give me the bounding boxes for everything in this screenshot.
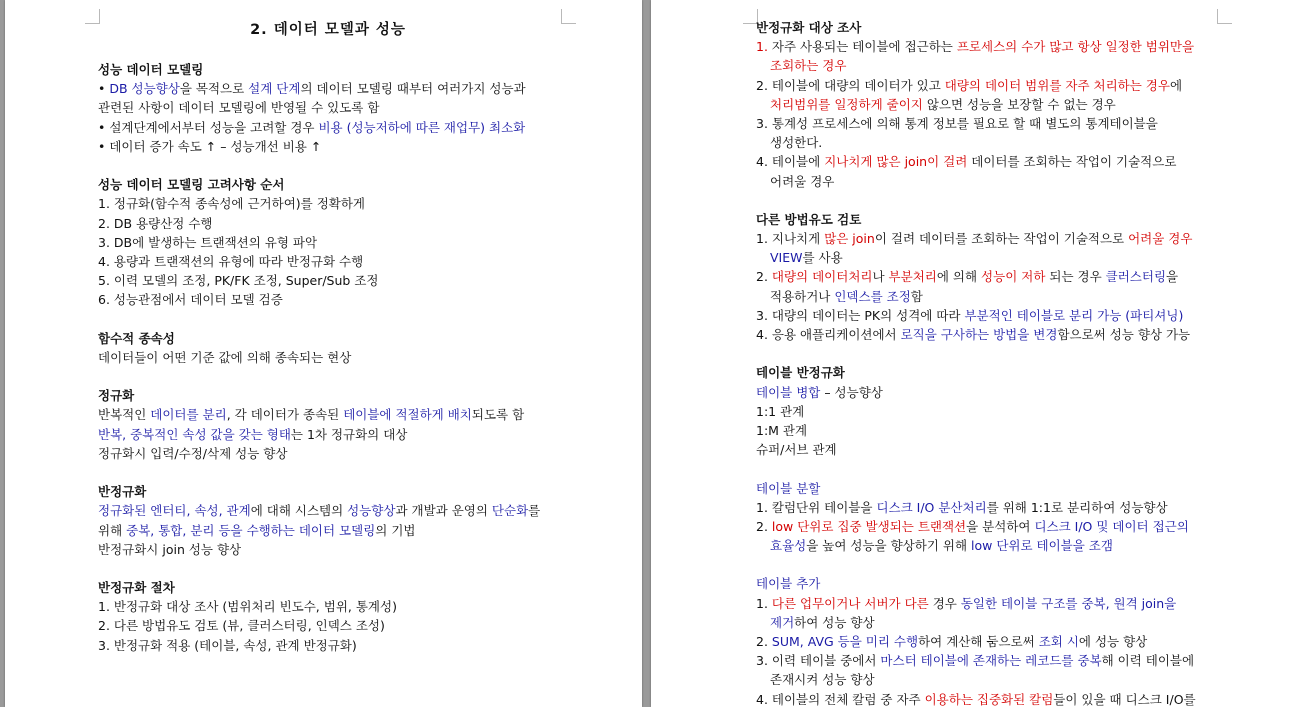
text-run: 1. xyxy=(756,595,772,611)
text-line xyxy=(756,287,1226,306)
section-spacer xyxy=(98,156,558,175)
text-line xyxy=(756,248,1226,267)
text-run: 를 위해 1:1로 분리하여 성능향상 xyxy=(986,499,1168,515)
highlight-blue-text: 데이터를 분리 xyxy=(150,407,227,423)
text-run: 적용하거나 xyxy=(770,288,835,304)
text-run: 자주 사용되는 테이블에 접근하는 xyxy=(771,39,957,55)
text-run: 2. xyxy=(756,634,772,649)
section-heading: 성능 데이터 모델링 xyxy=(98,62,204,77)
text-line xyxy=(98,636,558,655)
text-run: 에 성능 향상 xyxy=(1078,634,1148,649)
text-line xyxy=(98,118,558,137)
highlight-red-text: 다른 업무이거나 서버가 다른 xyxy=(771,595,929,611)
text-run: 경우 xyxy=(928,595,961,611)
section-spacer xyxy=(98,309,558,328)
text-line xyxy=(756,325,1226,344)
highlight-blue-text: low 단위로 테이블을 조갬 xyxy=(971,538,1113,554)
text-line xyxy=(756,574,1226,593)
text-run: 1. 정규화(함수적 종속성에 근거하여)를 정확하게 xyxy=(98,196,365,212)
section-heading: 반정규화 대상 조사 xyxy=(756,20,862,35)
text-run: 에 의해 xyxy=(936,269,982,285)
highlight-red-text: 이용하는 집중화된 칼럼 xyxy=(924,691,1054,707)
document-page-left xyxy=(5,0,642,707)
section-spacer xyxy=(98,463,558,482)
text-line xyxy=(756,517,1226,536)
section-spacer xyxy=(756,555,1226,574)
text-run: 1. 지나치게 xyxy=(756,231,825,247)
section-spacer xyxy=(756,459,1226,478)
highlight-blue-text: 동일한 테이블 구조를 중복, 원격 join을 xyxy=(960,595,1177,611)
highlight-blue-text: VIEW xyxy=(770,250,803,266)
section-heading: 성능 데이터 모델링 고려사항 순서 xyxy=(98,177,285,193)
text-line xyxy=(98,194,558,213)
text-line xyxy=(98,271,558,290)
highlight-blue-text: 로직을 구사하는 방법을 변경 xyxy=(900,327,1058,342)
section-spacer xyxy=(756,344,1226,363)
text-run: 위해 xyxy=(98,522,127,538)
text-line xyxy=(756,440,1226,459)
text-run: 과 개발과 운영의 xyxy=(395,503,492,519)
text-run: 1. 반정규화 대상 조사 (범위처리 빈도수, 범위, 통계성) xyxy=(98,599,397,615)
section-heading: 함수적 종속성 xyxy=(98,330,175,346)
text-run: 의 기법 xyxy=(375,522,416,538)
document-section xyxy=(98,386,558,463)
highlight-blue-text: SUM, AVG 등을 미리 수행 xyxy=(771,634,919,649)
text-run: 4. 용량과 트랜잭션의 유형에 따라 반정규화 수행 xyxy=(98,253,364,269)
text-run: 이 걸려 데이터를 조회하는 작업이 기술적으로 xyxy=(874,231,1129,247)
text-line xyxy=(756,498,1226,517)
document-section xyxy=(98,482,558,559)
highlight-blue-text: 디스크 I/O 및 데이터 접근의 xyxy=(1034,518,1189,534)
text-run: 슈퍼/서브 관계 xyxy=(756,442,837,458)
text-run: 생성한다. xyxy=(770,135,823,151)
section-heading: 정규화 xyxy=(98,388,135,404)
text-run: 되도록 함 xyxy=(471,407,525,423)
text-line xyxy=(756,651,1226,670)
text-run: 에 xyxy=(1169,77,1183,93)
highlight-red-text: 조회하는 경우 xyxy=(770,58,847,74)
text-run: 하여 계산해 둠으로써 xyxy=(918,634,1039,649)
text-run: 데이터를 조회하는 작업이 기술적으로 xyxy=(967,154,1177,170)
text-run: 2. 다른 방법유도 검토 (뷰, 클러스터링, 인덱스 조성) xyxy=(98,618,385,634)
highlight-red-text: 지나치게 많은 join이 걸려 xyxy=(824,154,968,170)
text-line xyxy=(756,670,1226,689)
text-run: 에 대해 시스템의 xyxy=(250,503,348,519)
highlight-blue-text: 성능향상 xyxy=(347,503,396,519)
text-line xyxy=(756,267,1226,286)
highlight-blue-text: 디스크 I/O 분산처리 xyxy=(876,499,987,515)
text-line xyxy=(756,632,1226,651)
text-line xyxy=(98,501,558,520)
text-run: • 데이터 증가 속도 ↑ – 성능개선 비용 ↑ xyxy=(98,138,322,154)
text-run: • 설계단계에서부터 성능을 고려할 경우 xyxy=(98,119,319,135)
document-section xyxy=(756,210,1226,344)
text-run: 반복적인 xyxy=(98,407,151,423)
document-section xyxy=(98,578,558,655)
text-line xyxy=(98,597,558,616)
highlight-red-text: 처리범위를 일정하게 줄이지 xyxy=(770,96,923,112)
text-run: 나 xyxy=(872,269,889,285)
text-line xyxy=(98,348,558,367)
highlight-blue-text: 반복, 중복적인 속성 값을 갖는 형태 xyxy=(98,426,291,442)
document-section xyxy=(756,363,1226,459)
text-line xyxy=(756,133,1226,152)
highlight-red-text: 대량의 데이터처리 xyxy=(771,269,873,285)
highlight-blue-text: 비용 (성능저하에 따른 재업무) 최소화 xyxy=(318,119,526,135)
text-run: 함 xyxy=(910,288,923,304)
highlight-blue-text: 마스터 테이블에 존재하는 레코드를 중복 xyxy=(880,653,1102,669)
highlight-blue-text: 정규화된 엔터티, 속성, 관계 xyxy=(98,503,251,519)
text-run: 하여 성능 향상 xyxy=(794,614,875,630)
text-run: 를 사용 xyxy=(802,250,843,266)
highlight-red-text: 대량의 데이터 범위를 자주 처리하는 경우 xyxy=(944,77,1170,93)
text-line xyxy=(756,37,1226,56)
section-heading: 반정규화 절차 xyxy=(98,580,175,596)
highlight-red-text: low 단위로 집중 발생되는 트랜잭션 xyxy=(771,518,967,534)
text-run: 해 이력 테이블에 xyxy=(1101,653,1195,669)
text-line xyxy=(756,690,1226,707)
highlight-blue-text: 인덱스를 조정 xyxy=(834,288,911,304)
text-run: 을 높여 성능을 향상하기 위해 xyxy=(806,538,972,554)
text-run: 2. 테이블에 대량의 데이터가 있고 xyxy=(756,77,945,93)
text-line xyxy=(756,95,1226,114)
text-run: 3. 대량의 데이터는 PK의 성격에 따라 xyxy=(756,307,965,323)
text-run: 2. DB 용량산정 수행 xyxy=(98,215,213,231)
text-line xyxy=(756,172,1226,191)
text-line xyxy=(98,98,558,117)
text-run: 6. 성능관점에서 데이터 모델 검증 xyxy=(98,292,283,308)
text-run: 존재시켜 성능 향상 xyxy=(770,672,875,688)
section-spacer xyxy=(98,367,558,386)
text-run: , 각 데이터가 종속된 xyxy=(226,407,344,423)
highlight-red-text: 1. xyxy=(756,39,772,55)
text-line xyxy=(756,383,1226,402)
text-line xyxy=(756,613,1226,632)
text-run: 어려울 경우 xyxy=(770,173,835,189)
text-run: 3. DB에 발생하는 트랜잭션의 유형 파악 xyxy=(98,234,318,250)
highlight-red-text: 성능이 저하 xyxy=(981,269,1046,285)
document-section xyxy=(98,175,558,309)
highlight-blue-text: 효율성 xyxy=(770,538,807,554)
text-run: 4. 테이블에 xyxy=(756,154,825,170)
text-line xyxy=(98,616,558,635)
highlight-red-text: 부분처리 xyxy=(888,269,937,285)
text-line xyxy=(756,76,1226,95)
text-run: 1. 칼럼단위 테이블을 xyxy=(756,499,877,515)
text-run: 함으로써 성능 향상 가능 xyxy=(1057,327,1191,342)
text-run: 관련된 사항이 데이터 모델링에 반영될 수 있도록 함 xyxy=(98,100,380,116)
highlight-red-text: 많은 join xyxy=(824,231,875,247)
highlight-blue-text: 제거 xyxy=(770,614,795,630)
section-spacer xyxy=(98,559,558,578)
text-line xyxy=(98,233,558,252)
text-run: 5. 이력 모델의 조정, PK/FK 조정, Super/Sub 조정 xyxy=(98,273,379,289)
crop-mark-top-right xyxy=(561,9,576,24)
text-line xyxy=(756,114,1226,133)
highlight-blue-text: DB 성능향상 xyxy=(109,81,180,97)
text-run: 4. 테이블의 전체 칼럼 중 자주 xyxy=(756,691,925,707)
text-line xyxy=(98,252,558,271)
text-run: • xyxy=(98,81,110,97)
highlight-blue-text: 클러스터링 xyxy=(1105,269,1167,285)
highlight-blue-text: 테이블에 적절하게 배치 xyxy=(343,407,472,423)
text-run: 을 분석하여 xyxy=(966,518,1035,534)
highlight-blue-text: 테이블 추가 xyxy=(756,576,821,592)
text-run: 2. xyxy=(756,518,772,534)
page-left-text[interactable] xyxy=(98,18,558,655)
text-line xyxy=(756,229,1226,248)
document-page-right xyxy=(651,0,1292,707)
document-section xyxy=(756,479,1226,556)
highlight-blue-text: 단순화 xyxy=(491,503,529,519)
text-run: – 성능향상 xyxy=(820,384,883,400)
text-run: 4. 응용 애플리케이션에서 xyxy=(756,327,901,342)
text-line xyxy=(98,79,558,98)
section-heading: 반정규화 xyxy=(98,484,147,500)
text-run: 1:M 관계 xyxy=(756,422,808,438)
page-right-text[interactable] xyxy=(756,18,1226,707)
document-section xyxy=(98,329,558,367)
text-run: 데이터들이 어떤 기준 값에 의해 종속되는 현상 xyxy=(98,349,352,365)
text-run: 를 xyxy=(528,503,541,519)
highlight-blue-text: 조회 시 xyxy=(1038,634,1079,649)
text-line xyxy=(98,290,558,309)
text-run: 3. 통계성 프로세스에 의해 통계 정보를 필요로 할 때 별도의 통계테이블을 xyxy=(756,115,1158,131)
text-line xyxy=(756,152,1226,171)
text-line xyxy=(756,306,1226,325)
text-line xyxy=(98,444,558,463)
highlight-blue-text: 테이블 분할 xyxy=(756,480,821,496)
document-title: 2. 데이터 모델과 성능 xyxy=(250,22,406,38)
text-run: 는 1차 정규화의 대상 xyxy=(290,426,408,442)
highlight-blue-text: 설계 단계 xyxy=(248,81,301,97)
highlight-red-text: 프로세스의 수가 많고 항상 일정한 범위만을 xyxy=(956,39,1195,55)
text-line xyxy=(98,540,558,559)
highlight-blue-text: 테이블 병합 xyxy=(756,384,821,400)
text-run: 되는 경우 xyxy=(1045,269,1106,285)
highlight-red-text: 어려울 경우 xyxy=(1128,231,1193,247)
text-run: 1:1 관계 xyxy=(756,403,805,419)
text-run: 을 목적으로 xyxy=(179,81,249,97)
highlight-blue-text: 중복, 통합, 분리 등을 수행하는 데이터 모델링 xyxy=(126,522,376,538)
text-line xyxy=(98,405,558,424)
text-line xyxy=(756,594,1226,613)
text-run: 의 데이터 모델링 때부터 여러가지 성능과 xyxy=(300,81,526,97)
text-line xyxy=(756,56,1226,75)
text-run: 3. 이력 테이블 중에서 xyxy=(756,653,881,669)
text-run: 정규화시 입력/수정/삭제 성능 향상 xyxy=(98,445,288,461)
text-line xyxy=(98,137,558,156)
text-line xyxy=(98,214,558,233)
text-run: 을 xyxy=(1166,269,1179,285)
text-run: 들이 있을 때 디스크 I/O를 xyxy=(1053,691,1196,707)
highlight-blue-text: 부분적인 테이블로 분리 가능 (파티셔닝) xyxy=(964,307,1184,323)
text-run: 반정규화시 join 성능 향상 xyxy=(98,541,242,557)
text-line xyxy=(756,402,1226,421)
text-line xyxy=(756,479,1226,498)
text-run: 2. xyxy=(756,269,772,285)
text-line xyxy=(756,536,1226,555)
document-section xyxy=(756,574,1226,707)
text-line xyxy=(98,521,558,540)
document-section xyxy=(756,18,1226,191)
text-line xyxy=(98,425,558,444)
text-line xyxy=(756,421,1226,440)
text-run: 3. 반정규화 적용 (테이블, 속성, 관계 반정규화) xyxy=(98,637,357,653)
section-heading: 테이블 반정규화 xyxy=(756,365,845,381)
text-run: 않으면 성능을 보장할 수 없는 경우 xyxy=(922,96,1116,112)
section-spacer xyxy=(756,191,1226,210)
document-section xyxy=(98,60,558,156)
section-heading: 다른 방법유도 검토 xyxy=(756,211,862,227)
